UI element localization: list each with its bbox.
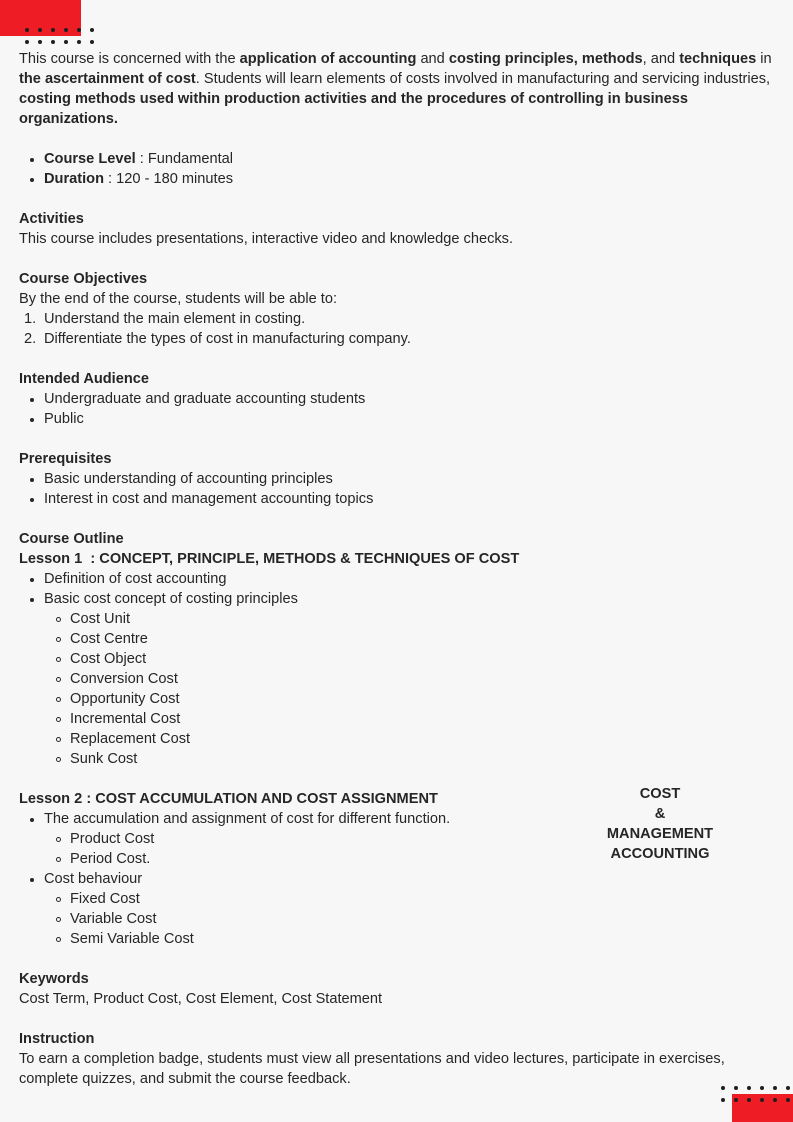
- outline-heading: Course Outline: [19, 531, 124, 547]
- instruction-text: To earn a completion badge, students must view all presentations and video lectures, participate in exercises, complete quizzes, and submit the course feedback.: [19, 1051, 725, 1087]
- lesson2-subitem: Product Cost: [19, 829, 784, 849]
- lesson1-subitem: Opportunity Cost: [19, 689, 784, 709]
- duration-item: Duration : 120 - 180 minutes: [19, 169, 784, 189]
- lesson1-item: Basic cost concept of costing principles: [19, 589, 784, 609]
- lesson1-subitem: Sunk Cost: [19, 749, 784, 769]
- lesson2-item: The accumulation and assignment of cost for different function.: [19, 809, 784, 829]
- objective-item: 1. Understand the main element in costing.: [24, 311, 306, 327]
- course-meta-list: [19, 149, 784, 189]
- course-level-item: Course Level : Fundamental: [19, 149, 784, 169]
- prerequisite-item: Basic understanding of accounting principles: [19, 469, 784, 489]
- lesson2-item: Cost behaviour: [19, 869, 784, 889]
- audience-item: Public: [19, 409, 784, 429]
- objectives-list: [19, 309, 784, 349]
- audience-list: [19, 389, 784, 429]
- lesson1-sublist: [19, 609, 784, 769]
- activities-heading: Activities: [19, 211, 84, 227]
- dot-pattern-top: [25, 28, 103, 44]
- prerequisites-list: [19, 469, 784, 509]
- lesson2-subitem: Period Cost.: [19, 849, 784, 869]
- lesson2-list-2: [19, 869, 784, 889]
- lesson1-subitem: Replacement Cost: [19, 729, 784, 749]
- lesson1-subitem: Conversion Cost: [19, 669, 784, 689]
- lesson2-subitem: Fixed Cost: [19, 889, 784, 909]
- objectives-heading: Course Objectives: [19, 271, 148, 287]
- intro-paragraph: This course is concerned with the application of accounting and costing principles, methods, and techniques in the ascertainment of cost. Students will learn elements of costs involved in manufacturing and servicing industries, costing methods used within production activities and the procedures of controlling in business organizations.: [19, 51, 772, 127]
- lesson2-title: Lesson 2 : COST ACCUMULATION AND COST ASSIGNMENT: [19, 791, 438, 807]
- objective-item: 2. Differentiate the types of cost in manufacturing company.: [24, 331, 411, 347]
- lesson2-sublist-2: [19, 889, 784, 949]
- lesson1-subitem: Cost Object: [19, 649, 784, 669]
- dot-pattern-bottom: [721, 1086, 793, 1102]
- lesson1-title: Lesson 1 : CONCEPT, PRINCIPLE, METHODS & TECHNIQUES OF COST: [19, 551, 520, 567]
- course-side-title: COST & MANAGEMENT ACCOUNTING: [606, 786, 714, 862]
- keywords-text: Cost Term, Product Cost, Cost Element, Cost Statement: [19, 991, 383, 1007]
- lesson1-subitem: Cost Centre: [19, 629, 784, 649]
- instruction-heading: Instruction: [19, 1031, 95, 1047]
- prerequisite-item: Interest in cost and management accounting topics: [19, 489, 784, 509]
- lesson1-subitem: Incremental Cost: [19, 709, 784, 729]
- prerequisites-heading: Prerequisites: [19, 451, 112, 467]
- lesson1-list: [19, 569, 784, 609]
- lesson2-subitem: Semi Variable Cost: [19, 929, 784, 949]
- keywords-heading: Keywords: [19, 971, 89, 987]
- course-description: [19, 49, 784, 1089]
- audience-heading: Intended Audience: [19, 371, 150, 387]
- lesson1-item: Definition of cost accounting: [19, 569, 784, 589]
- activities-text: This course includes presentations, interactive video and knowledge checks.: [19, 231, 514, 247]
- lesson1-subitem: Cost Unit: [19, 609, 784, 629]
- lesson2-subitem: Variable Cost: [19, 909, 784, 929]
- audience-item: Undergraduate and graduate accounting students: [19, 389, 784, 409]
- objectives-lead: By the end of the course, students will be able to:: [19, 291, 338, 307]
